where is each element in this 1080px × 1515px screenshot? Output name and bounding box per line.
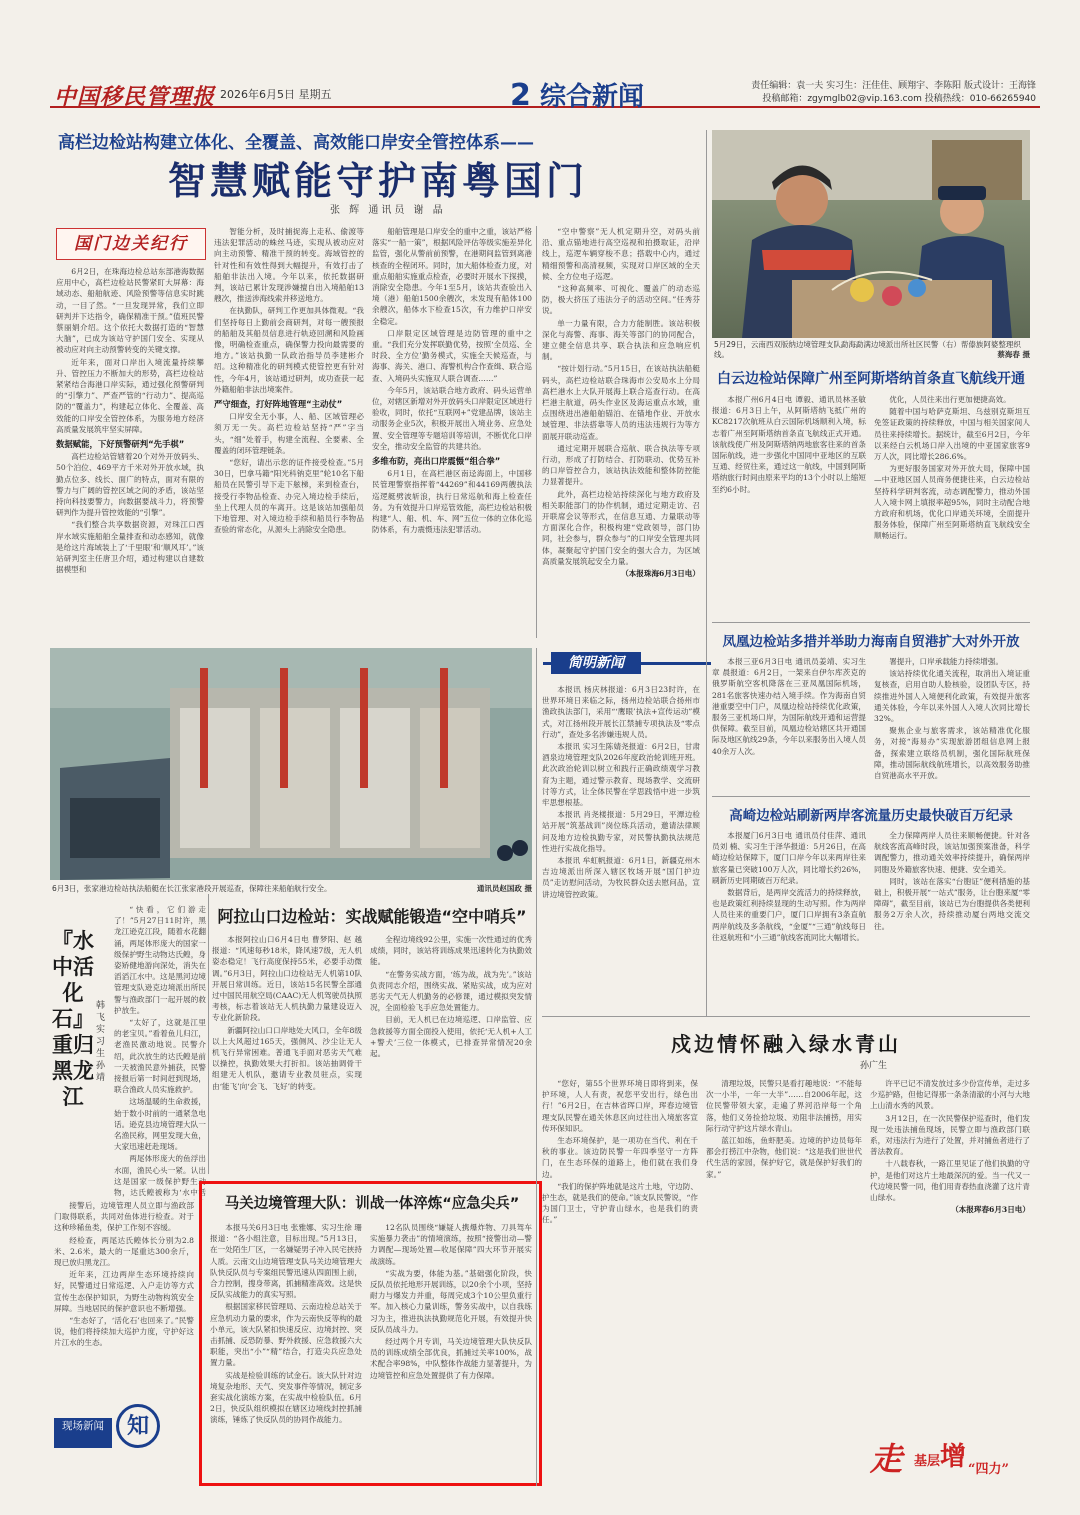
lead-para: 智能分析，及时捕捉海上走私、偷渡等违法犯罪活动的蛛丝马迹，实现从被动应对向主动预警、精准干预的转变。海域管控的针对性和有效性得到大幅提升，有效打击了船舶非法出入境。今年以来，依托数据研判，该站已累计发现涉嫌擅自出入境船舶13艘次，推送涉海线索并移送地方。 — [214, 227, 364, 304]
shubian-para: 许平已记不清发放过多少份宣传单，走过多少巡护路，但他记得那一条条清澈的小河与大地上山清水秀的风景。 — [870, 1079, 1030, 1111]
logo-grassroots: 基层 — [914, 1454, 941, 1469]
logo-four-powers: “四力” — [968, 1462, 1009, 1477]
brief-news-badge — [543, 650, 711, 678]
shubian-para: “我们的保护阵地就是这片土地，守边防、护生态，就是我们的使命。”该支队民警说，“作为国门卫士，守护青山绿水，也是我们的责任。” — [542, 1181, 698, 1225]
shuizhong-para: “太好了，这就是江里的老宝贝。”看着鱼儿归江，老渔民激动地说。民警介绍，此次放生的达氏鳇是前一天被渔民意外捕获，民警接报后第一时间赶到现场，联合渔政人员实施救护。 — [114, 1018, 206, 1095]
lead-credit: （本报珠海6月3日电） — [621, 569, 700, 579]
fenghuang-para: 本报三亚6月3日电 通讯员姜靖、实习生章 晨报道：6月2日，一架来自伊尔库茨克的俄罗斯航空客机降落在三亚凤凰国际机场，281名旅客快速办结入境手续。作为海南自贸港重要空中门户，凤凰边检站持续优化政策，服务三亚机场口岸，为国际航线开通和运营提供保障。截至目前，凤凰边检站辖区共开通国际及地区航线29条，今年以来服务出入境人员40余万人次。 — [712, 657, 866, 756]
logo-walk: 走 — [870, 1440, 903, 1478]
maguan-para: 12名队员围绕“嫌疑人携爆炸物、刀具驾车实施暴力袭击”的情境演练，按照“接警出动—警力调配—现场处置—收尾保障”四大环节开展实战演练。 — [370, 1223, 532, 1266]
photo-elder-weaving-image — [712, 130, 1030, 338]
lead-para: 口岸限定区域管理是边防管理的重中之重。“我们充分发挥联勤优势，按照‘全员巡、全时段、全方位’勤务模式，实施全天候巡查，与海事、海关、港口、海警机构合作查缉、联合巡查、入境码头实施双人联合调查……” — [372, 328, 532, 383]
photo-mid-caption — [52, 884, 532, 894]
photo-top-caption-text: 5月29日，云南西双版纳边境管理支队勐海勐满边境派出所社区民警（右）帮傣族阿婆整理织线。 — [714, 340, 1021, 359]
divider — [712, 796, 1030, 797]
lead-col-2 — [214, 226, 364, 638]
shuizhong-para: 接警后，边境管理人员立即与渔政部门取得联系，共同对鱼体进行检查。对于这种珍稀鱼类，保护工作刻不容缓。 — [54, 1201, 194, 1233]
divider — [208, 894, 209, 1174]
brief-item: 本报讯 实习生陈婧尧报道：6月2日，甘肃酒泉边境管理支队2026年度政治轮训班开班。此次政治轮训以树立和践行正确政绩观学习教育为主题，通过警示教育、现场教学、交流研讨等方式，让全体民警在学思践悟中进一步筑牢思想根基。 — [542, 742, 700, 808]
baiyun-para: 优化，人员往来出行更加便捷高效。 — [889, 395, 1011, 404]
lead-para: 6月1日，在高栏港区南迳海面上，中国移民管理警察指挥着“44269”和44169两艘执法巡逻艇劈波斩浪，执行日常巡航和海上检查任务。为有效提升口岸巡管效能，高栏边检站积极构建“人、船、机、车、网”五位一体的立体化巡防体系，有力震慑违法犯罪活动。 — [372, 469, 532, 535]
gaoqi-para: 同时，该站在落实“台胞证”便利措施的基础上，积极开展“一站式”服务，让台胞来厦“零障碍”，截至目前，该站已为台胞提供各类便利服务2万余人次，持续推动厦台两地交流交往。 — [874, 876, 1030, 931]
live-news-badge — [54, 1402, 182, 1456]
photo-top-caption — [714, 340, 1030, 360]
shubian-para: “您好，第55个世界环境日即将到来，保护环境，人人有责，祝您平安出行，绿色出行！”6月2日，在吉林省珲口岸，珲春边境管理支队民警在通关休息区向过往出入境旅客宣传环保知识。 — [542, 1079, 698, 1133]
section-title — [510, 76, 644, 113]
page-number: 2 — [510, 78, 531, 113]
maguan-col-1 — [210, 1222, 362, 1478]
brief-item: 本报讯 杨庆林报道：6月3日23时许，在世界环境日来临之际，扬州边检站联合扬州市渔政执法部门，采用“‘鹰眼’执法+宣传运动”模式，对江扬州段开展长江禁捕专项执法及“零点行动”，查处多名涉嫌违规人员。 — [542, 685, 700, 739]
shuizhong-para: 两尾体形庞大的鱼浮出水面，渔民心头一紧。认出这是国家一级保护野生动物，达氏鳇被称为‘水中活 — [114, 1154, 206, 1198]
fenghuang-para: 该站持续优化通关流程，取消出入境证重复核查，启用自助人脸核验，设团队专区，持续推进外国人入境便利化政策，有效提升旅客通关体验，今年以来外国人入境人次同比增长32%。 — [874, 669, 1030, 724]
lead-para: 此外，高栏边检站持续深化与地方政府及相关职能部门的协作机制，通过定期走访、召开联席会议等形式，在信息互通、力量联动等方面深化合作，积极构建“党政领导，部门协同，社会参与，群众参与”的口岸安全管理共同体，凝聚起守护国门安全的强大合力，为区域高质量发展筑起安全力量。 — [542, 489, 700, 566]
shubian-para: 3月12日，在一次民警保护巡查时，他们发现一处违法捕鱼现场，民警立即与渔政部门联系，对违法行为进行了处置，并对捕鱼者进行了普法教育。 — [870, 1113, 1030, 1157]
knowledge-icon: 知 — [116, 1404, 160, 1448]
lead-subhead: 数据赋能，下好预警研判“先手棋” — [56, 439, 185, 450]
grassroots-logo — [870, 1430, 1030, 1486]
shuizhong-headline: 『水中活化石』重归黑龙江 — [52, 928, 94, 1109]
alashankou-para: “在警务实战方面，‘练为战，战为先’。”该站负责同志介绍，围绕实战、紧贴实战，成为应对恶劣天气无人机勤务的必修课，通过模拟突发情况，全面检验飞手应急处置能力。 — [370, 969, 532, 1013]
lead-para: 通过定期开展联合巡航、联合执法等专项行动，形成了打防结合、打防联动、优势互补的口岸管控合力，该站执法效能和整体防控能力显著提升。 — [542, 443, 700, 487]
lead-subhead: 严守细查，打好阵地管理“主动仗” — [214, 399, 343, 410]
shubian-col-1 — [542, 1078, 698, 1486]
divider — [706, 130, 707, 1016]
shubian-para: 生态环境保护，是一项功在当代、利在千秋的事业。该边防民警一年四季坚守一方阵门，在生态环保的道路上，他们就在我们身边。 — [542, 1136, 698, 1179]
alashankou-headline: 阿拉山口边检站：实战赋能锻造“空中哨兵” — [217, 907, 527, 926]
alashankou-para: 新疆阿拉山口口岸地处大风口，全年8级以上大风超过165天，强侧风、沙尘让无人机飞行异常困难。普通飞手面对恶劣天气难以操控，执勤效果大打折扣。该站抽调骨干组建无人机队，邀请专业教员驻点，实现由‘能飞’向‘会飞、飞好’的转变。 — [212, 1025, 362, 1091]
lead-para: “按计划行动。”5月15日，在该站执法船艇码头，高栏边检站联合珠海市公安局水上分局高栏港水上大队开展海上联合巡查行动。在高栏港主航道，码头作业区及海运重点水域，重点围绕进出港船舶锚泊、在锚地作业、开放水域管理、非法搭靠等人员的违法违规行为等方面展开联动巡查。 — [542, 364, 700, 441]
divider — [712, 622, 1030, 623]
lead-para: 船舶管理是口岸安全的重中之重，该站严格落实“一船一策”，根据风险评估等级实施差异化监管，强化从警前前预警，在港期间监管到离港核查的全程闭环。同时，加大船体检查力度，对重点船舶实施重点检查，必要时开展水下探摸，消除安全隐患。今年1至5月，该站共查验出入境（港）船舶1500余艘次，未发现有船体100余艘次，船体水下检查15次，有力维护口岸安全稳定。 — [372, 227, 532, 326]
maguan-para: “实战为要，体能为基。”基础强化阶段，快反队员依托地形开展训练，以20余个小项，坚持耐力与爆发力并重，每周完成3个10公里负重行军。加入核心力量训练，警务实战中，以自我练习为主，推进执法执勤规范化开展，有效提升快反队员战斗力。 — [370, 1268, 532, 1334]
baiyun-para: 随着中国与哈萨克斯坦、乌兹别克斯坦互免签证政策的持续释放，中国与相关国家间人员往来持续增长。据统计，截至6月2日，今年以来经白云机场口岸入出境的中亚国家旅客9万人次，同比增长286.6%。 — [874, 407, 1030, 462]
gaoqi-col-1 — [712, 830, 866, 1014]
editors-line: 责任编辑：袁一夫 实习生：汪佳佳、顾翔宇、李陈阳 版式设计：王海锋 — [751, 81, 1036, 91]
shubian-col-2 — [706, 1078, 862, 1486]
lead-col-1 — [56, 266, 204, 638]
photo-top-credit: 蔡海春 摄 — [997, 350, 1030, 359]
shubian-col-3 — [870, 1078, 1030, 1426]
lead-para: 单一力量有限，合力方能制胜。该站积极深化与海警、海事、海关等部门的协同配合，建立健全信息共享、联合执法和应急响应机制。 — [542, 318, 700, 362]
shubian-byline: 孙广生 — [860, 1061, 888, 1071]
logo-increase: 增 — [940, 1442, 967, 1472]
photo-port-aerial-image — [50, 648, 532, 880]
fenghuang-headline: 凤凰边检站多措并举助力海南自贸港扩大对外开放 — [722, 634, 1020, 650]
contact-line: 投稿邮箱：zgymglb02@vip.163.com 投稿热线：010-66265940 — [762, 94, 1036, 104]
baiyun-para: 本报广州6月4日电 谭毅、通讯员林圣敏报道：6月3日上午，从阿斯塔纳飞抵广州的KC8217次航班从白云国际机场顺利入境，标志着广州至阿斯塔纳首条直飞航线正式开通。该航线使广州及阿斯塔纳两地旅客往来的首条国际航线，进一步强化中国同中亚地区的互联互通、经贸往来，通过这一航线，中国到阿斯塔纳旅行时间由原来平均的13个小时以上缩短至约6小时。 — [712, 395, 866, 494]
photo-mid-caption-text: 6月3日，张家港边检站执法船艇在长江张家港段开展巡查，保障往来船舶航行安全。 — [52, 884, 332, 893]
photo-elder-weaving — [712, 130, 1030, 338]
lead-para: 口岸安全无小事，人、船、区域管理必须万无一失。高栏边检站坚持“严”字当头，“细”处着手，构建全流程、全要素、全覆盖的闭环管理链条。 — [214, 412, 364, 455]
column-badge — [56, 228, 206, 260]
fenghuang-para: 聚焦企业与旅客需求，该站精准优化服务，对接“海易办”实现旅游团组信息网上报备，探索建立联络员机制，强化国际航班保障，推动国际航线航班增长，以高效服务助推自贸港高水平开放。 — [874, 726, 1030, 781]
lead-subhead: 多维布防，亮出口岸震慑“组合拳” — [372, 456, 501, 467]
newspaper-logo: 中国移民管理报 — [54, 84, 216, 110]
maguan-para: 根据国家移民管理局、云南边检总站关于应急机动力量的要求，作为云南快反等构的最小单元，该大队紧扣快速反应、边境封控、突击抓捕、反恐防暴、野外救援、应急救援六大职能，突出“小”“精”结合，打造尖兵应急处置力量。 — [210, 1302, 362, 1368]
shuizhong-para: “快看，它们游走了！”5月27日11时许，黑龙江逊克江段，随着水花翻涌，两尾体形庞大的国家一级保护野生动物达氏鳇，身姿矫健地游向深处，消失在滔滔江水中。这是黑河边境管理支队逊克边境派出所民警与渔政部门一起开展的救护放生。 — [114, 905, 206, 1015]
gaoqi-para: 本报厦门6月3日电 通讯员付佳萍、通讯员刘 楠、实习生于泽华报道：5月26日，在高崎边检站保障下，厦门口岸今年以来两岸往来旅客量已突破100万人次，同比增长约26%，刷新历史同期破百万纪录。 — [712, 831, 866, 885]
maguan-para: 本报马关6月3日电 张雅娜、实习生徐 珊报道：“各小组注意，目标出现。”5月13日，在一处陌生厂区，一名嫌疑男子冲入民宅挟持人质。云南文山边境管理支队马关边境管理大队快反队员与专案组民警迅速从四面围上前，合力控制，搜身带离，抓捕精准高效。这是快反队实战能力的真实写照。 — [210, 1223, 362, 1300]
alashankou-col-1 — [212, 934, 362, 1174]
maguan-headline: 马关边境管理大队：训战一体淬炼“应急尖兵” — [224, 1196, 520, 1212]
fenghuang-para: 署提升，口岸承载能力持续增强。 — [889, 657, 1004, 666]
shuizhong-col-1 — [114, 904, 206, 1200]
photo-mid-credit: 通讯员赵国政 摄 — [476, 884, 532, 893]
baiyun-col-2 — [874, 394, 1030, 616]
alashankou-col-2 — [370, 934, 532, 1174]
live-news-label: 现场新闻 — [54, 1418, 112, 1448]
maguan-para: 经过两个月专训，马关边境管理大队快反队员的训练成绩全部优良，抓捕过关率100%，战术配合率98%，中队整体作战能力显著提升，为边境管控和应急处置提供了有力保障。 — [370, 1337, 532, 1380]
baiyun-para: 为更好服务国家对外开放大局，保障中国—中亚地区国人员商务便捷往来，白云边检站坚持科学研判客流，动态调配警力，推动外国人入境卡网上填报率超95%，同时主动配合地方政府和机场，优化口岸通关环境，全面提升服务体验，保障广州至阿斯塔纳直飞航线安全顺畅运行。 — [874, 464, 1030, 541]
lead-para: 今年5月，该站联合地方政府、码头运营单位，对辖区新增对外开放码头口岸限定区域进行验收，同时，依托“互联网+”党建品牌，该站主动服务企业5次，积极开展出入境业务、应急处置、安全管理等专题培训等培训，不断优化口岸安全，推动安全监管的共建共治。 — [372, 385, 532, 451]
brief-news-col — [542, 684, 700, 1002]
lead-para: “您好，请出示您的证件接受检查。”5月30日，巴拿马籍“阳光科钠克里”轮10名下船船员在民警引导下走下舷梯，来到检查台，接受行李物品检查、办完入境边检手续后，坐上代理人员的车离开。这是该站加强船员下地管理、对入境边检手续和船员行李物品查验的常态化，从源头上消除安全隐患。 — [214, 458, 364, 535]
lead-col-4 — [542, 226, 700, 638]
lead-para: 在执勤队，研判工作更加具体微观。“我们坚持每日上勤前会商研判，对每一艘预报的船舶及其船员信息进行轨迹回溯和风险画像，明确检查重点，确保警力投向最需要的地方。”该站执勤一队政治指导员李建彬介绍。这种精准化的研判模式使管控更有针对性，今年4月，该站通过研判，成功查获一起外籍船舶非法出境案件。 — [214, 306, 364, 394]
shubian-headline: 戍边情怀融入绿水青山 — [671, 1032, 901, 1056]
masthead — [50, 78, 1040, 113]
alashankou-para: 本报阿拉山口6月4日电 曹梦阳、赵 越报道：“风速每秒18米，降风速7级，无人机姿态稳定！飞行高度保持55米，必要手动微调。”6月3日，阿拉山口边检站无人机第10队开展日常训练。近日，该站15名民警全部通过中国民用航空局(CAAC)无人机驾驶员执照考核，标志着该站无人机执勤力量建设迈入专业化新阶段。 — [212, 935, 362, 1023]
brief-item: 本报讯 牟虹帆报道：6月1日，新疆克州木吉边境派出所深入辖区牧场开展“国门护边员”走访慰问活动，为牧民群众送去慰问品，宣讲边境管控政策。 — [542, 856, 700, 899]
divider — [536, 648, 537, 1486]
shuizhong-para: 经检查，两尾达氏鳇体长分别为2.8米、2.6米，最大的一尾重达300余斤，现已放归黑龙江。 — [54, 1235, 194, 1268]
shuizhong-col-2 — [54, 1200, 194, 1400]
lead-para: 高栏边检站管辖着20个对外开放码头、50个泊位、469平方千米对外开放水域，执勤点位多、线长、面广的特点，面对有限的警力与广阔的管控区域之间的矛盾，该站坚持向科技要警力，向数据要战斗力，将预警研判作为提升管控效能的“引擎”。 — [56, 452, 204, 518]
divider — [536, 226, 537, 638]
gaoqi-para: 全力保障两岸人员往来顺畅便捷。针对各航线客流高峰时段，该站加强预案准备，科学调配警力，推动通关效率持续提升，确保两岸同胞及外籍旅客快速、便捷、安全通关。 — [874, 831, 1030, 874]
shubian-para: 蓝江如练，鱼虾肥美。边境的护边员每年都会打捞江中杂物，他们说：“这是我们世世代代生活的家园，保护好它，就是保护好我们的家。” — [706, 1136, 862, 1179]
brief-item: 本报讯 肖尧楼报道：5月29日，平潭边检站开展“筑基战训”岗位练兵活动，邀请法律顾问及地方边检执勤专家，对民警执勤执法规范性进行实战化指导。 — [542, 810, 700, 853]
baiyun-col-1 — [712, 394, 866, 616]
baiyun-headline: 白云边检站保障广州至阿斯塔纳首条直飞航线开通 — [717, 371, 1025, 387]
issue-date: 2026年6月5日 星期五 — [220, 88, 332, 101]
shuizhong-para: “生态好了，‘活化石’也回来了。”民警说，他们将持续加大巡护力度，守护好这片江水的生态。 — [54, 1316, 194, 1348]
lead-byline: 张 辉 通讯员 谢 晶 — [330, 205, 446, 216]
lead-para: “这种高频率、可视化、覆盖广的动态巡防，极大挤压了违法分子的活动空间。”任秀芬说。 — [542, 284, 700, 316]
photo-port-aerial — [50, 648, 532, 880]
fenghuang-col-1 — [712, 656, 866, 792]
column-badge-label: 国门边关纪行 — [74, 234, 188, 254]
shubian-para: 十八载春秋，一路江里见证了他们执勤的守护，是他们对这片土地最深沉的爱。当一代又一代边境民警一同，他们用青春热血浇灌了这片青山绿水。 — [870, 1159, 1030, 1203]
gaoqi-para: 数据背后，是两岸交流活力的持续释放，也是政策红利持续显现的生动写照。作为两岸人员往来的重要门户，厦门口岸拥有3条直航两岸航线及多条航线，“金厦”“三通”航线每日往返航班和“小三通”航线客流同比大幅增长。 — [712, 888, 866, 942]
shuizhong-para: 近年来，江边两岸生态环境持续向好，民警通过日常巡逻、入户走访等方式宣传生态保护知识，为野生动物构筑安全屏障。当地居民的保护意识也不断增强。 — [54, 1270, 194, 1313]
lead-para: “空中警察”无人机定期升空，对码头前沿、重点锚地进行高空巡视和拍摄取证，沿岸线上，巡逻车辆穿梭不息；搭载中心内，通过精细预警和高清视频，实现对口岸区域的全天候、全方位电子巡逻。 — [542, 227, 700, 281]
shubian-credit: （本报珲春6月3日电） — [951, 1205, 1030, 1215]
gaoqi-headline: 高崎边检站刷新两岸客流量历史最快破百万纪录 — [729, 808, 1013, 824]
shubian-para: 清理垃圾，民警只是看打趣地说：“不能每次一小半，一年一大半”……自2006年起，这位民警带领大家，走遍了界河沿岸每一个角落，他们义务捡拾垃圾、劝阻非法捕捞，用实际行动守护这片绿水青山。 — [706, 1079, 862, 1133]
maguan-col-2 — [370, 1222, 532, 1478]
maguan-para: 实战是检验训练的试金石。该大队针对边境复杂地形、天气、突发事件等情况，制定多套实战化演练方案，在实战中检验队伍。6月2日，快反队组织模拟在辖区边境线封控抓捕演练，锤炼了快反队员的协同作战能力。 — [210, 1370, 362, 1425]
brief-news-label: 简明新闻 — [551, 652, 641, 674]
divider — [542, 1016, 1030, 1017]
lead-headline: 智慧赋能守护南粤国门 — [168, 158, 589, 203]
lead-para: 近年来，面对口岸出入境流量持续攀升、管控压力不断加大的形势，高栏边检站紧紧结合海港口岸实际，通过强化预警研判的“引擎力”、严查严管的“行动力”、提高巡防的“覆盖力”，构建起立体化、全覆盖、高效能的口岸安全管控体系，为服务地方经济高质量发展筑牢坚实屏障。 — [56, 357, 204, 434]
fenghuang-col-2 — [874, 656, 1030, 792]
lead-para: 6月2日，在珠海边检总站东部港海数据应用中心，高栏边检站民警紧盯大屏幕：海域动态、船舶航迹、风险预警等信息实时跳动，一目了然。“一旦发现异常，我们立即研判并下达指令，确保精准干预。”值班民警蔡丽娟介绍。这个依托大数据打造的“智慧大脑”，已成为该站守护国门安全、实现从被动应对向主动预警转变的关键支撑。 — [56, 267, 204, 355]
gaoqi-col-2 — [874, 830, 1030, 1014]
alashankou-para: 全程边境线92公里，实施一次性通过的优秀成绩，同时，该站将训练成果迅速转化为执勤效能。 — [370, 935, 532, 967]
alashankou-para: 目前，无人机已在边境巡逻、口岸监管、应急救援等方面全面投入使用，依托‘无人机+人工+警犬’三位一体模式，已排查异常情况20余起。 — [370, 1015, 532, 1059]
editors-info — [751, 80, 1036, 106]
lead-para: “我们整合共享数据资源，对珠江口西岸水域实施船舶全量排查和动态感知，就像是给这片海域装上了‘千里眼’和‘顺风耳’。”该站研判室主任唐卫介绍，通过构建以自建数据模型和 — [56, 520, 204, 575]
shuizhong-byline: 韩 飞 实习生 孙 靖 — [96, 1001, 106, 1083]
shuizhong-para: 这场温暖的生命救援，始于数小时前的一通紧急电话。逊克县边境管理大队一名渔民称，网里发现大鱼，大家迅速赶赴现场。 — [114, 1097, 206, 1152]
section-name: 综合新闻 — [539, 82, 644, 112]
lead-kicker: 高栏边检站构建立体化、全覆盖、高效能口岸安全管控体系—— — [58, 133, 534, 153]
lead-col-3 — [372, 226, 532, 638]
